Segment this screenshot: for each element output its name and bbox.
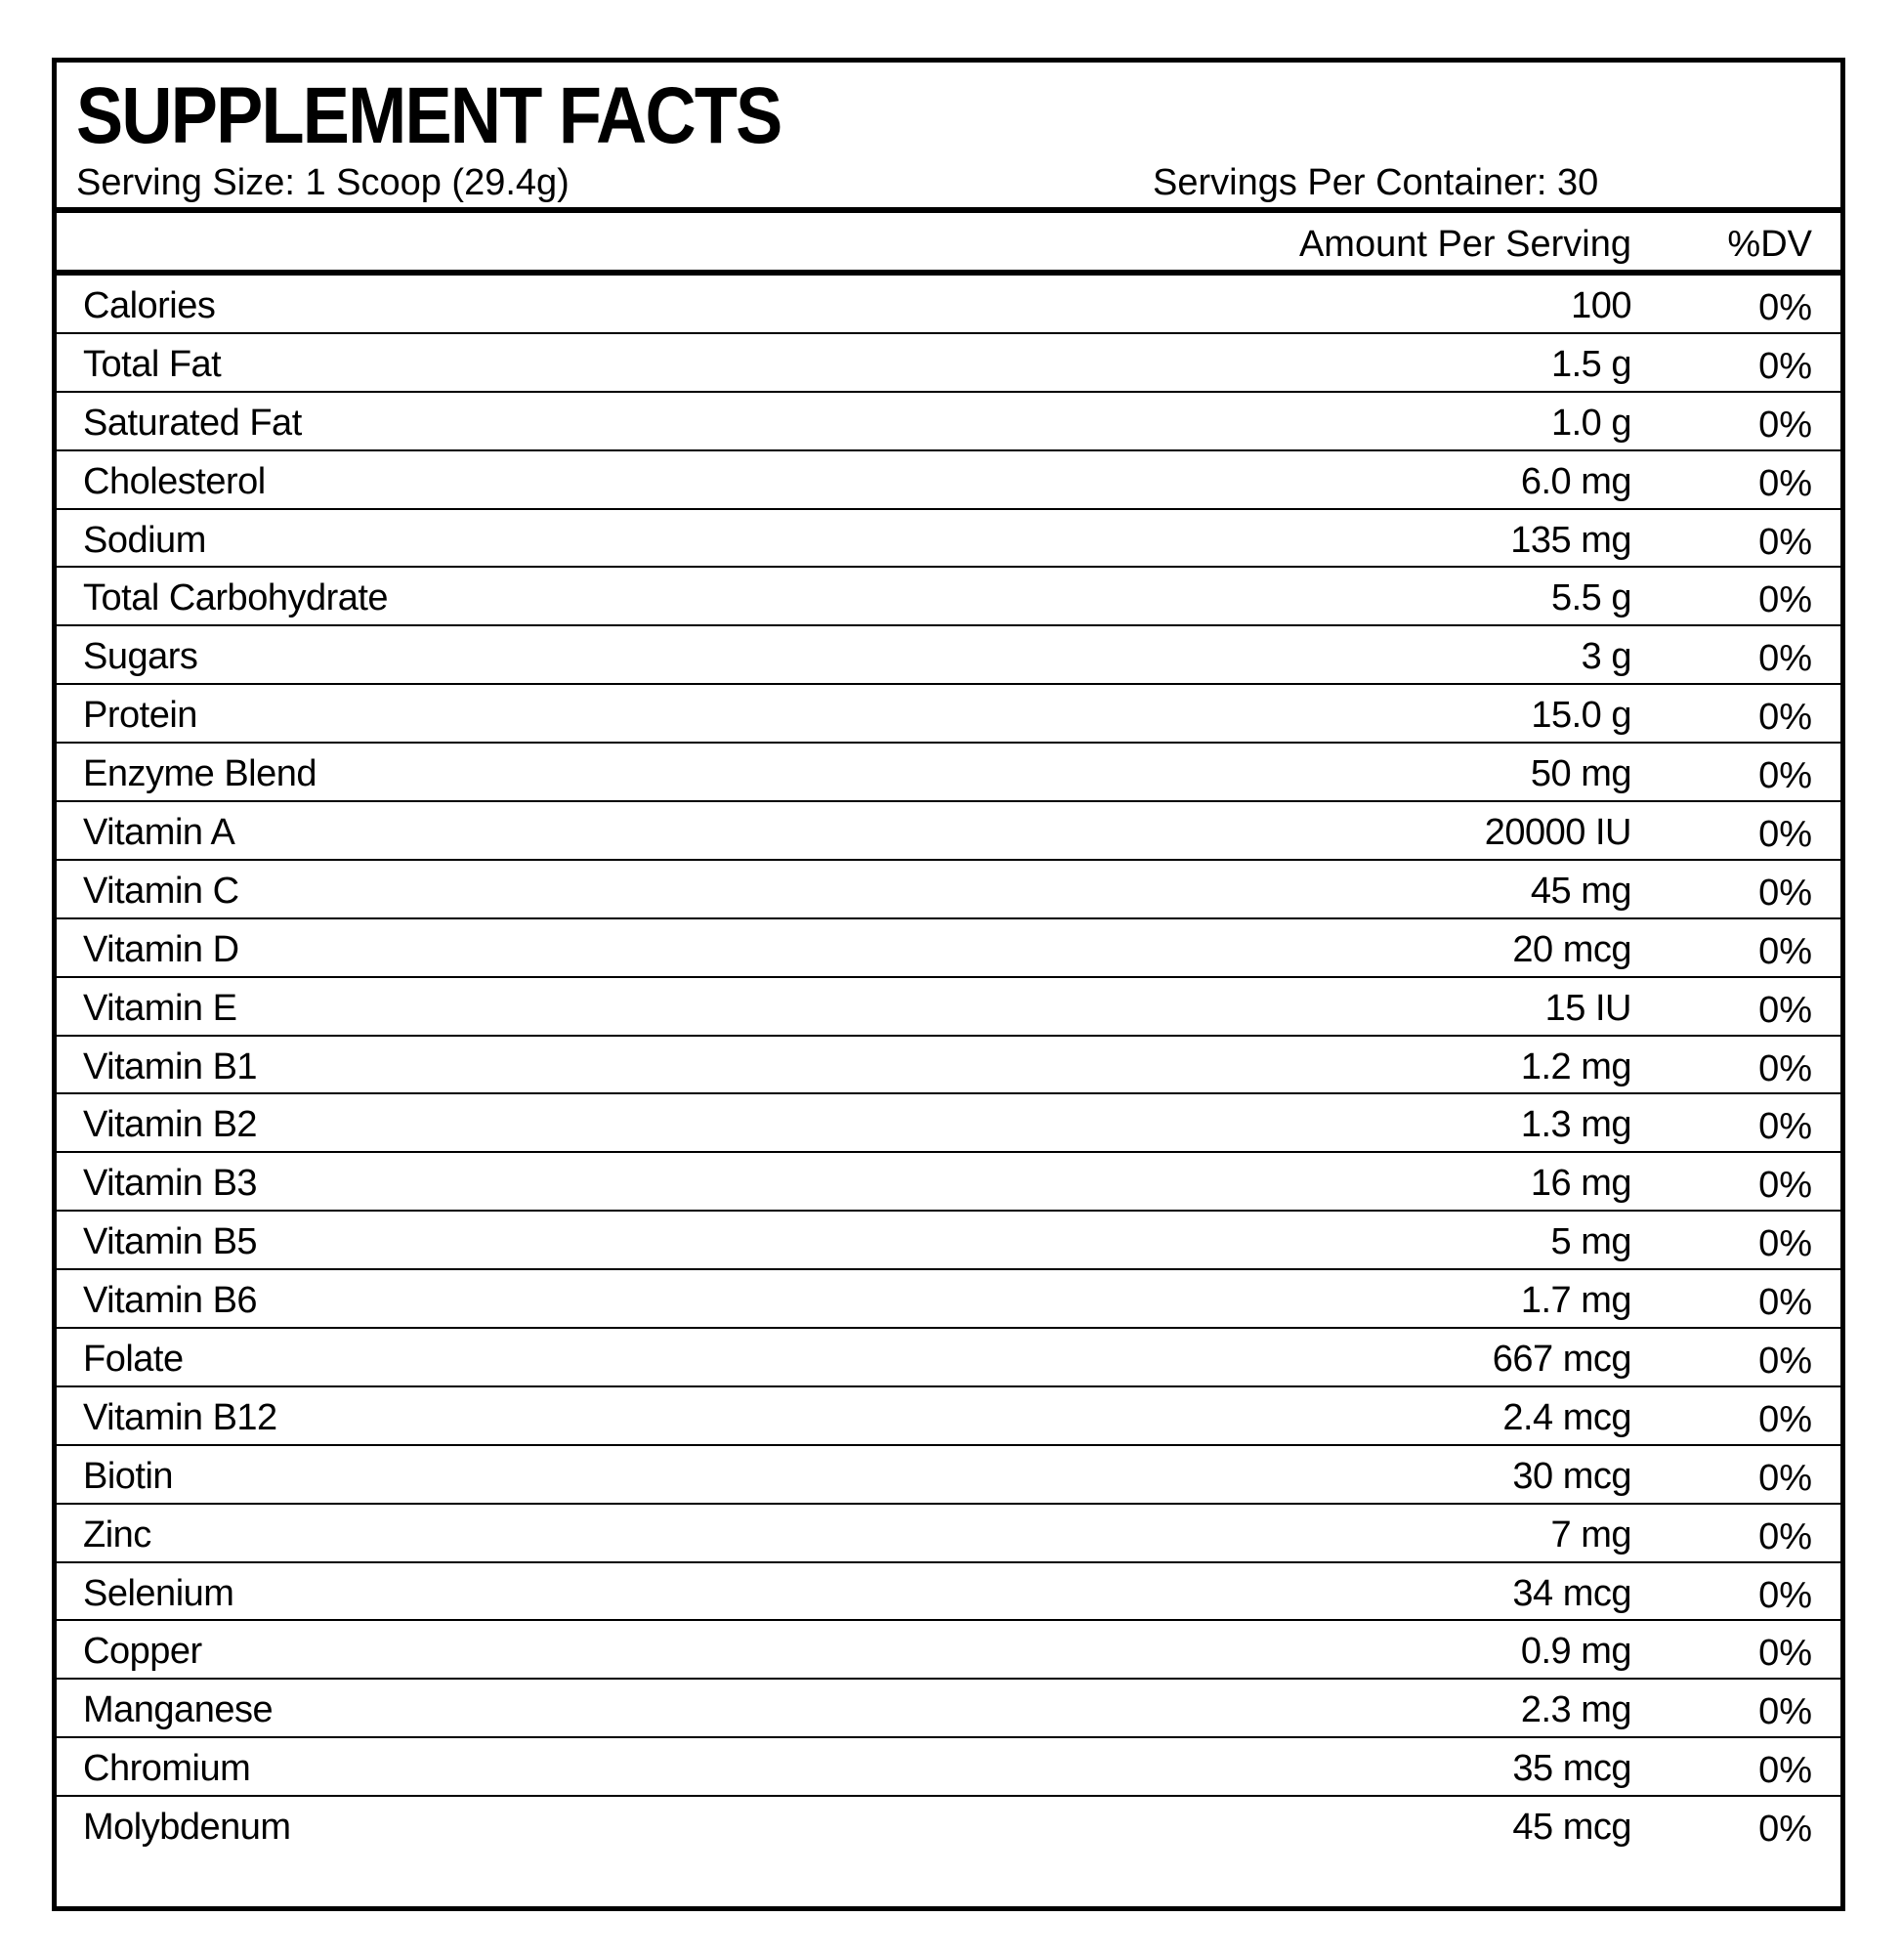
table-row	[57, 978, 1840, 1037]
nutrient-dv: 0%	[1758, 1750, 1812, 1792]
nutrient-name: Calories	[83, 285, 216, 326]
nutrient-dv: 0%	[1758, 755, 1812, 797]
table-row	[57, 334, 1840, 393]
nutrient-dv: 0%	[1758, 1457, 1812, 1499]
table-row	[57, 744, 1840, 802]
table-row	[57, 1037, 1840, 1095]
nutrient-name: Chromium	[83, 1748, 251, 1790]
nutrient-dv: 0%	[1758, 1341, 1812, 1383]
nutrient-amount: 1.2 mg	[1520, 1045, 1631, 1087]
nutrient-name: Vitamin B12	[83, 1396, 277, 1438]
nutrient-name: Protein	[83, 695, 197, 737]
nutrient-dv: 0%	[1758, 1223, 1812, 1265]
nutrient-dv: 0%	[1758, 345, 1812, 387]
nutrient-amount: 1.7 mg	[1520, 1280, 1631, 1322]
table-row	[57, 1270, 1840, 1329]
nutrient-dv: 0%	[1758, 521, 1812, 563]
nutrient-amount: 30 mcg	[1512, 1455, 1631, 1497]
nutrient-amount: 20 mcg	[1512, 928, 1631, 970]
nutrient-name: Biotin	[83, 1455, 174, 1497]
table-row	[57, 802, 1840, 861]
nutrient-name: Zinc	[83, 1513, 151, 1555]
nutrient-dv: 0%	[1758, 1165, 1812, 1207]
nutrient-amount: 100	[1571, 285, 1631, 326]
table-row	[57, 1212, 1840, 1270]
nutrient-name: Saturated Fat	[83, 402, 302, 444]
nutrient-dv: 0%	[1758, 1515, 1812, 1557]
nutrient-dv: 0%	[1758, 1282, 1812, 1324]
nutrient-dv: 0%	[1758, 579, 1812, 621]
table-row	[57, 1505, 1840, 1563]
nutrient-amount: 7 mg	[1550, 1513, 1631, 1555]
table-row	[57, 451, 1840, 510]
nutrient-dv: 0%	[1758, 930, 1812, 972]
nutrient-amount: 45 mg	[1530, 870, 1631, 912]
nutrient-name: Manganese	[83, 1689, 274, 1731]
servings-per-container: Servings Per Container: 30	[1153, 162, 1599, 203]
nutrient-amount: 16 mg	[1530, 1163, 1631, 1205]
nutrient-amount: 15 IU	[1544, 987, 1631, 1029]
nutrient-name: Vitamin B5	[83, 1221, 258, 1263]
nutrient-amount: 50 mg	[1530, 753, 1631, 795]
nutrient-dv: 0%	[1758, 462, 1812, 504]
table-row	[57, 1621, 1840, 1680]
nutrient-name: Enzyme Blend	[83, 753, 317, 795]
nutrient-dv: 0%	[1758, 1809, 1812, 1851]
serving-size: Serving Size: 1 Scoop (29.4g)	[76, 162, 570, 203]
table-row	[57, 276, 1840, 334]
nutrient-dv: 0%	[1758, 1047, 1812, 1089]
nutrient-dv: 0%	[1758, 1633, 1812, 1675]
nutrient-dv: 0%	[1758, 1691, 1812, 1733]
nutrient-amount: 1.0 g	[1550, 402, 1631, 444]
nutrient-name: Selenium	[83, 1572, 234, 1614]
nutrient-name: Vitamin C	[83, 870, 239, 912]
nutrient-dv: 0%	[1758, 814, 1812, 856]
table-row	[57, 626, 1840, 685]
nutrient-amount: 15.0 g	[1531, 695, 1631, 737]
nutrient-amount: 667 mcg	[1492, 1339, 1631, 1381]
table-row	[57, 1387, 1840, 1446]
nutrient-name: Copper	[83, 1631, 202, 1673]
nutrient-dv: 0%	[1758, 989, 1812, 1031]
table-row	[57, 685, 1840, 744]
nutrient-dv: 0%	[1758, 638, 1812, 680]
nutrient-table	[57, 276, 1840, 1855]
nutrient-amount: 45 mcg	[1512, 1807, 1631, 1849]
table-row	[57, 1738, 1840, 1797]
header-divider	[57, 207, 1840, 213]
nutrient-amount: 2.4 mcg	[1502, 1396, 1631, 1438]
nutrient-name: Total Carbohydrate	[83, 577, 389, 619]
nutrient-name: Cholesterol	[83, 460, 266, 502]
nutrient-name: Total Fat	[83, 343, 222, 385]
table-row	[57, 1094, 1840, 1153]
nutrient-amount: 34 mcg	[1512, 1572, 1631, 1614]
nutrient-amount: 5 mg	[1550, 1221, 1631, 1263]
nutrient-amount: 35 mcg	[1512, 1748, 1631, 1790]
table-row	[57, 393, 1840, 451]
panel-title: SUPPLEMENT FACTS	[76, 71, 782, 160]
nutrient-amount: 0.9 mg	[1520, 1631, 1631, 1673]
nutrient-amount: 135 mg	[1510, 519, 1631, 561]
nutrient-amount: 1.5 g	[1550, 343, 1631, 385]
table-row	[57, 1446, 1840, 1505]
nutrient-name: Vitamin B3	[83, 1163, 258, 1205]
nutrient-name: Folate	[83, 1339, 184, 1381]
nutrient-name: Vitamin B1	[83, 1045, 258, 1087]
nutrient-amount: 2.3 mg	[1520, 1689, 1631, 1731]
nutrient-name: Vitamin B6	[83, 1280, 258, 1322]
table-row	[57, 919, 1840, 978]
table-row	[57, 1797, 1840, 1855]
table-row	[57, 1153, 1840, 1212]
nutrient-name: Sodium	[83, 519, 206, 561]
column-header-dv: %DV	[1727, 224, 1812, 265]
nutrient-dv: 0%	[1758, 1574, 1812, 1616]
nutrient-name: Vitamin A	[83, 812, 235, 854]
nutrient-amount: 6.0 mg	[1520, 460, 1631, 502]
nutrient-amount: 20000 IU	[1484, 812, 1631, 854]
nutrient-dv: 0%	[1758, 287, 1812, 328]
nutrient-amount: 5.5 g	[1550, 577, 1631, 619]
nutrient-name: Molybdenum	[83, 1807, 291, 1849]
nutrient-dv: 0%	[1758, 404, 1812, 446]
nutrient-dv: 0%	[1758, 1106, 1812, 1148]
table-row	[57, 510, 1840, 569]
nutrient-name: Sugars	[83, 636, 198, 678]
table-row	[57, 1329, 1840, 1387]
nutrient-name: Vitamin B2	[83, 1104, 258, 1146]
nutrient-name: Vitamin D	[83, 928, 239, 970]
nutrient-amount: 3 g	[1581, 636, 1631, 678]
table-row	[57, 861, 1840, 919]
table-row	[57, 1563, 1840, 1622]
nutrient-dv: 0%	[1758, 1398, 1812, 1440]
nutrient-dv: 0%	[1758, 872, 1812, 914]
column-header-amount: Amount Per Serving	[1298, 224, 1631, 265]
nutrient-amount: 1.3 mg	[1520, 1104, 1631, 1146]
table-row	[57, 1680, 1840, 1738]
supplement-facts-panel	[52, 58, 1845, 1911]
nutrient-name: Vitamin E	[83, 987, 237, 1029]
nutrient-dv: 0%	[1758, 697, 1812, 739]
table-row	[57, 568, 1840, 626]
